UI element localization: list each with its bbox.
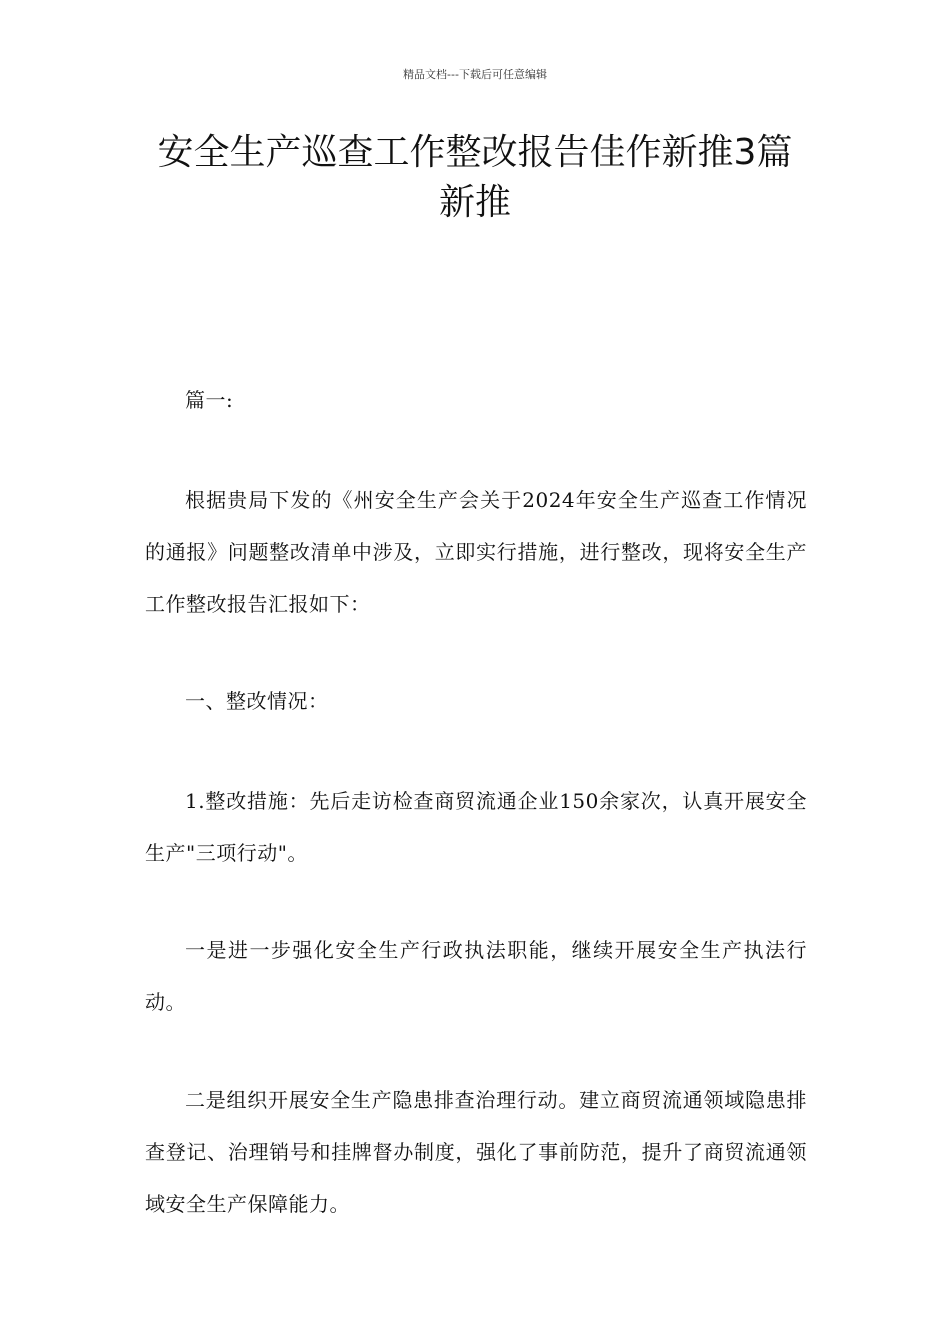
document-title: 安全生产巡查工作整改报告佳作新推3篇新推 — [157, 132, 793, 223]
body-paragraph: 1.整改措施：先后走访检查商贸流通企业150余家次，认真开展安全生产"三项行动"。 — [145, 789, 807, 865]
body-paragraph: 一是进一步强化安全生产行政执法职能，继续开展安全生产执法行动。 — [145, 938, 807, 1014]
section-label: 篇一: — [185, 388, 234, 412]
body-paragraph: 二是组织开展安全生产隐患排查治理行动。建立商贸流通领域隐患排查登记、治理销号和挂牌督办制度，强化了事前防范，提升了商贸流通领域安全生产保障能力。 — [145, 1088, 807, 1216]
body-paragraph: 根据贵局下发的《州安全生产会关于2024年安全生产巡查工作情况的通报》问题整改清单中涉及，立即实行措施，进行整改，现将安全生产工作整改报告汇报如下： — [145, 488, 807, 616]
section-heading: 一、整改情况： — [185, 689, 329, 713]
document-header-note: 精品文档---下载后可任意编辑 — [403, 68, 547, 81]
